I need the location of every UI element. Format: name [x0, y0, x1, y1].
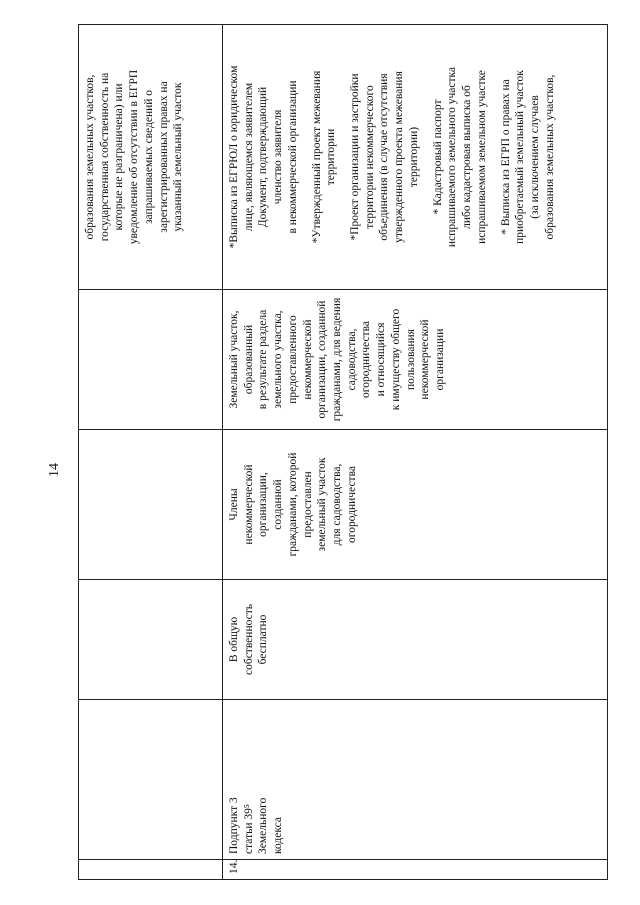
- doc-egrul-line: *Выписка из ЕГРЮЛ о юридическом: [228, 65, 240, 249]
- doc-cadastral-line: либо кадастровая выписка об: [461, 85, 474, 229]
- basis-line: статьи 39⁵: [242, 804, 255, 854]
- persons-line: некоммерческой: [242, 464, 255, 545]
- doc-egrp-line: (за исключением случаев: [528, 95, 541, 219]
- doc-egrp-line: образования земельных участков,: [543, 74, 556, 240]
- plot-line: некоммерческой: [301, 319, 314, 400]
- docs-line: которые не разграничена) или: [113, 83, 126, 231]
- cell-docs-continuation: [79, 25, 223, 290]
- table-row-14: [223, 25, 608, 880]
- basis-line: Подпункт 3: [228, 797, 240, 854]
- plot-line: к имуществу общего: [389, 308, 402, 411]
- doc-membership-line: в некоммерческой организации: [286, 80, 299, 234]
- docs-line: зарегистрированных правах на: [157, 81, 170, 233]
- docs-line: образования земельных участков,: [84, 74, 96, 240]
- persons-line: для садоводства,: [331, 463, 344, 546]
- docs-line: уведомление об отсутствии в ЕГРП: [128, 69, 141, 245]
- right-line: В общую: [228, 616, 240, 663]
- plot-line: организации: [434, 328, 447, 391]
- right-line: собственность: [242, 603, 255, 676]
- docs-line: запрашиваемых сведений о: [142, 89, 155, 225]
- cell-empty-right: [79, 580, 223, 700]
- persons-line: гражданами, которой: [286, 452, 299, 557]
- doc-development-project-line: территории): [407, 126, 420, 188]
- doc-membership-line: членство заявителя: [272, 109, 285, 205]
- plot-line: некоммерческой: [419, 319, 432, 400]
- doc-egrp-line: * Выписка из ЕГРП о правах на: [499, 79, 512, 235]
- plot-line: образованный: [242, 324, 255, 395]
- doc-egrul-line: лице, являющемся заявителем: [242, 82, 255, 232]
- cell-required-documents: [223, 25, 608, 290]
- plot-line: садоводства,: [345, 328, 358, 391]
- plot-line: Земельный участок,: [228, 310, 240, 409]
- doc-development-project-line: территории некоммерческого: [363, 85, 376, 229]
- cell-row-number: 14.: [223, 860, 608, 880]
- persons-line: созданной: [272, 479, 285, 530]
- doc-development-project-line: объединения (в случае отсутствия: [378, 73, 391, 241]
- plot-line: в результате раздела: [257, 309, 270, 410]
- plot-line: гражданами, для ведения: [331, 297, 344, 422]
- persons-line: Члены: [228, 488, 240, 521]
- rotated-table-wrapper: [78, 25, 608, 880]
- basis-line: кодекса: [272, 816, 285, 854]
- cell-empty-basis: [79, 700, 223, 860]
- cell-legal-basis: [223, 700, 608, 860]
- doc-cadastral-line: испрашиваемом земельном участке: [475, 70, 488, 244]
- doc-cadastral-line: испрашиваемого земельного участка: [446, 66, 459, 248]
- doc-survey-project-line: *Утвержденный проект межевания: [310, 70, 323, 244]
- cell-right-type: [223, 580, 608, 700]
- docs-line: указанный земельный участок: [172, 82, 185, 232]
- table-row-continuation: [79, 25, 223, 880]
- cell-empty-persons: [79, 430, 223, 580]
- persons-line: земельный участок: [316, 457, 329, 552]
- cell-empty-plot: [79, 290, 223, 430]
- land-plot-table: [78, 24, 608, 880]
- right-line: бесплатно: [257, 614, 270, 665]
- plot-line: пользования: [404, 329, 417, 390]
- doc-development-project-line: утвержденного проекта межевания: [393, 71, 406, 243]
- plot-line: и относящийся: [375, 322, 388, 397]
- page-number: 14: [47, 463, 62, 477]
- doc-survey-project-line: территории: [325, 128, 338, 186]
- persons-line: огородничества: [345, 466, 358, 543]
- doc-egrp-line: приобретаемый земельный участок: [514, 70, 527, 244]
- doc-development-project-line: *Проект организации и застройки: [349, 73, 362, 241]
- cell-empty-num: [79, 860, 223, 880]
- doc-membership-line: Документ, подтверждающий: [257, 86, 270, 228]
- persons-line: организации,: [257, 472, 270, 537]
- cell-land-plot: [223, 290, 608, 430]
- persons-line: предоставлен: [301, 471, 314, 538]
- docs-line: государственная собственность на: [98, 72, 111, 242]
- plot-line: предоставленного: [286, 315, 299, 404]
- plot-line: земельного участка,: [272, 310, 285, 409]
- basis-line: Земельного: [257, 797, 270, 854]
- plot-line: огородничества: [360, 321, 373, 398]
- doc-cadastral-line: * Кадастровый паспорт: [431, 99, 444, 215]
- cell-applicants: [223, 430, 608, 580]
- plot-line: организации, созданной: [316, 300, 329, 419]
